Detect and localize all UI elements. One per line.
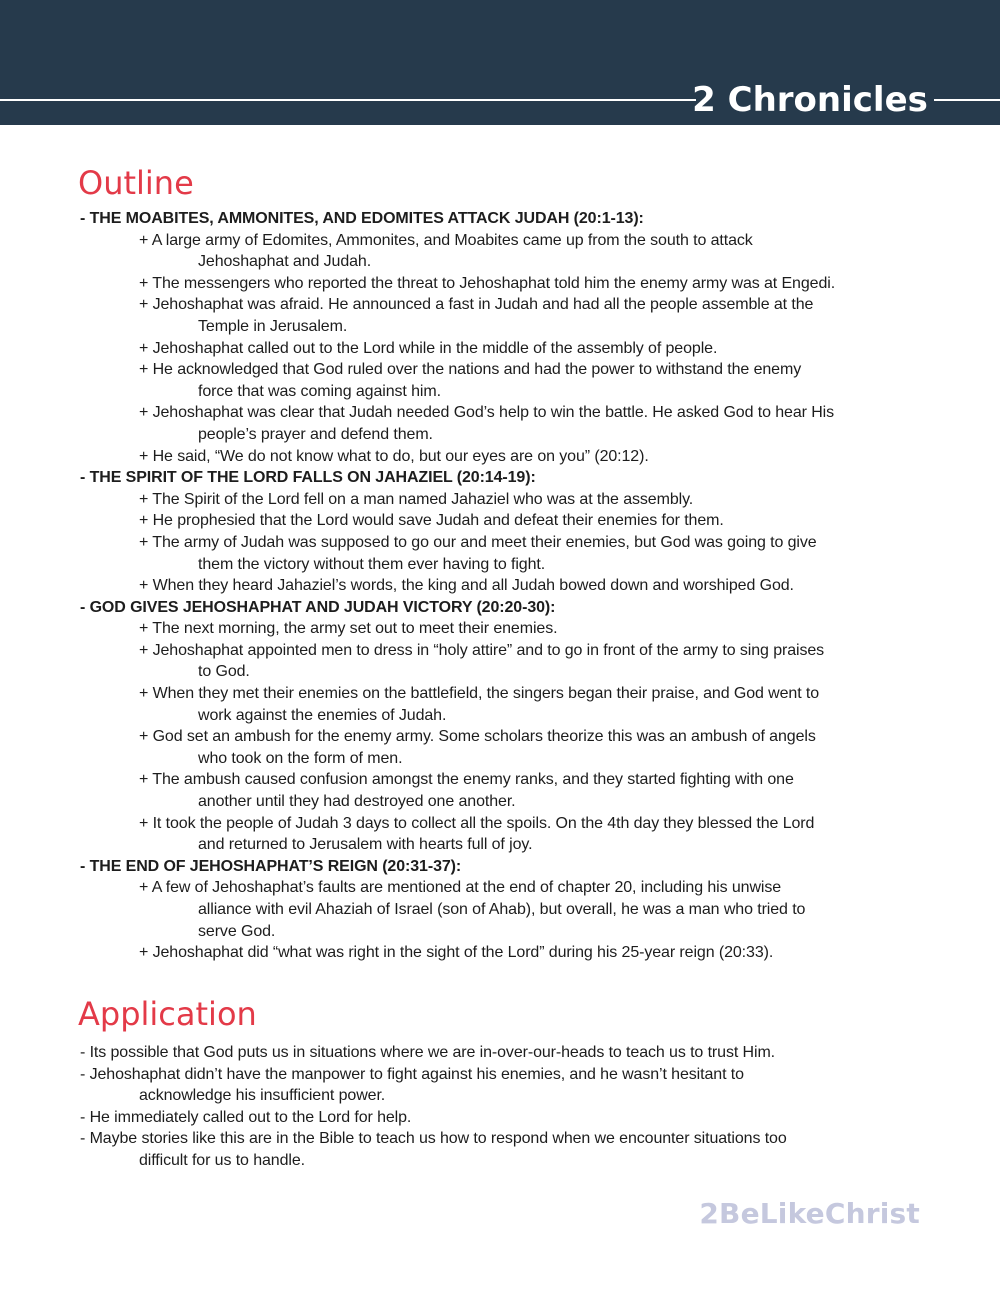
application-item: - He immediately called out to the Lord for help. <box>80 1108 412 1126</box>
header-rule-left <box>0 99 696 101</box>
outline-bullet: + Jehoshaphat was clear that Judah needed God’s help to win the battle. He asked God to hear His <box>139 404 835 422</box>
outline-bullet: + Jehoshaphat did “what was right in the sight of the Lord” during his 25-year reign (20:33). <box>139 944 774 962</box>
outline-bullet: + A large army of Edomites, Ammonites, and Moabites came up from the south to attack <box>139 231 753 249</box>
outline-bullet: + The messengers who reported the threat to Jehoshaphat told him the enemy army was at Engedi. <box>139 274 836 292</box>
outline-bullet-continuation: another until they had destroyed one another. <box>198 793 516 811</box>
outline-bullet-continuation: alliance with evil Ahaziah of Israel (son of Ahab), but overall, he was a man who tried to <box>198 901 806 918</box>
outline-bullet-continuation: them the victory without them ever having to fight. <box>198 555 546 573</box>
outline-heading-text: - THE SPIRIT OF THE LORD FALLS ON JAHAZIEL (20:14-19): <box>80 469 536 487</box>
outline-bullet: + He prophesied that the Lord would save Judah and defeat their enemies for them. <box>139 512 724 530</box>
outline-bullet: + The army of Judah was supposed to go our and meet their enemies, but God was going to give <box>139 533 817 551</box>
outline-heading <box>80 467 980 489</box>
outline-heading <box>80 208 980 230</box>
outline-bullet: + When they met their enemies on the battlefield, the singers began their praise, and God went to <box>139 685 820 703</box>
outline-bullet: + Jehoshaphat was afraid. He announced a fast in Judah and had all the people assemble at the <box>139 296 814 314</box>
outline-heading-text: - GOD GIVES JEHOSHAPHAT AND JUDAH VICTORY (20:20-30): <box>80 598 556 616</box>
outline-bullet: + The Spirit of the Lord fell on a man named Jahaziel who was at the assembly. <box>139 490 694 508</box>
outline-heading <box>80 597 980 619</box>
application-item: - Jehoshaphat didn’t have the manpower to fight against his enemies, and he wasn’t hesitant to <box>80 1065 744 1083</box>
outline-bullet: + When they heard Jahaziel’s words, the king and all Judah bowed down and worshiped God. <box>139 577 794 595</box>
outline-bullet: + He said, “We do not know what to do, but our eyes are on you” (20:12). <box>139 447 649 465</box>
outline-bullet: + Jehoshaphat called out to the Lord while in the middle of the assembly of people. <box>139 339 718 357</box>
outline-bullet-continuation: who took on the form of men. <box>198 749 403 767</box>
outline-bullet: + A few of Jehoshaphat’s faults are mentioned at the end of chapter 20, including his unwise <box>139 879 782 897</box>
outline-heading-text: - THE END OF JEHOSHAPHAT’S REIGN (20:31-37): <box>80 857 462 875</box>
outline-bullet: + The next morning, the army set out to meet their enemies. <box>139 620 558 638</box>
outline-bullet-continuation: Temple in Jerusalem. <box>198 317 348 335</box>
outline-bullet: + The ambush caused confusion amongst the enemy ranks, and they started fighting with one <box>139 771 794 789</box>
outline-heading <box>80 856 980 878</box>
outline-bullet-continuation: Jehoshaphat and Judah. <box>198 253 372 271</box>
outline-section <box>80 208 980 964</box>
footer-logo: 2BeLikeChrist <box>699 1197 920 1230</box>
outline-bullet-continuation: force that was coming against him. <box>198 382 441 400</box>
outline-bullet: + He acknowledged that God ruled over the nations and had the power to withstand the enemy <box>139 361 802 379</box>
outline-heading-text: - THE MOABITES, AMMONITES, AND EDOMITES ATTACK JUDAH (20:1-13): <box>80 210 644 227</box>
outline-bullet: + It took the people of Judah 3 days to collect all the spoils. On the 4th day they blessed the Lord <box>139 814 815 832</box>
application-title: Application <box>78 995 257 1033</box>
application-section <box>80 1042 980 1172</box>
outline-bullet-continuation: people’s prayer and defend them. <box>198 425 433 443</box>
book-title: 2 Chronicles <box>692 80 928 120</box>
page-header <box>0 0 1000 125</box>
application-item: - Its possible that God puts us in situations where we are in-over-our-heads to teach us to trust Him. <box>80 1044 776 1061</box>
application-item-continuation: difficult for us to handle. <box>139 1151 305 1169</box>
application-item-continuation: acknowledge his insufficient power. <box>139 1087 386 1105</box>
outline-bullet-continuation: serve God. <box>198 922 276 940</box>
outline-bullet-continuation: to God. <box>198 663 250 681</box>
outline-title: Outline <box>78 164 194 202</box>
application-item: - Maybe stories like this are in the Bible to teach us how to respond when we encounter situations too <box>80 1130 787 1148</box>
outline-bullet: + God set an ambush for the enemy army. Some scholars theorize this was an ambush of angels <box>139 728 816 746</box>
outline-bullet-continuation: work against the enemies of Judah. <box>198 706 447 724</box>
header-rule-right <box>934 99 1000 101</box>
outline-bullet-continuation: and returned to Jerusalem with hearts full of joy. <box>198 836 533 854</box>
outline-bullet: + Jehoshaphat appointed men to dress in “holy attire” and to go in front of the army to sing praises <box>139 641 825 659</box>
